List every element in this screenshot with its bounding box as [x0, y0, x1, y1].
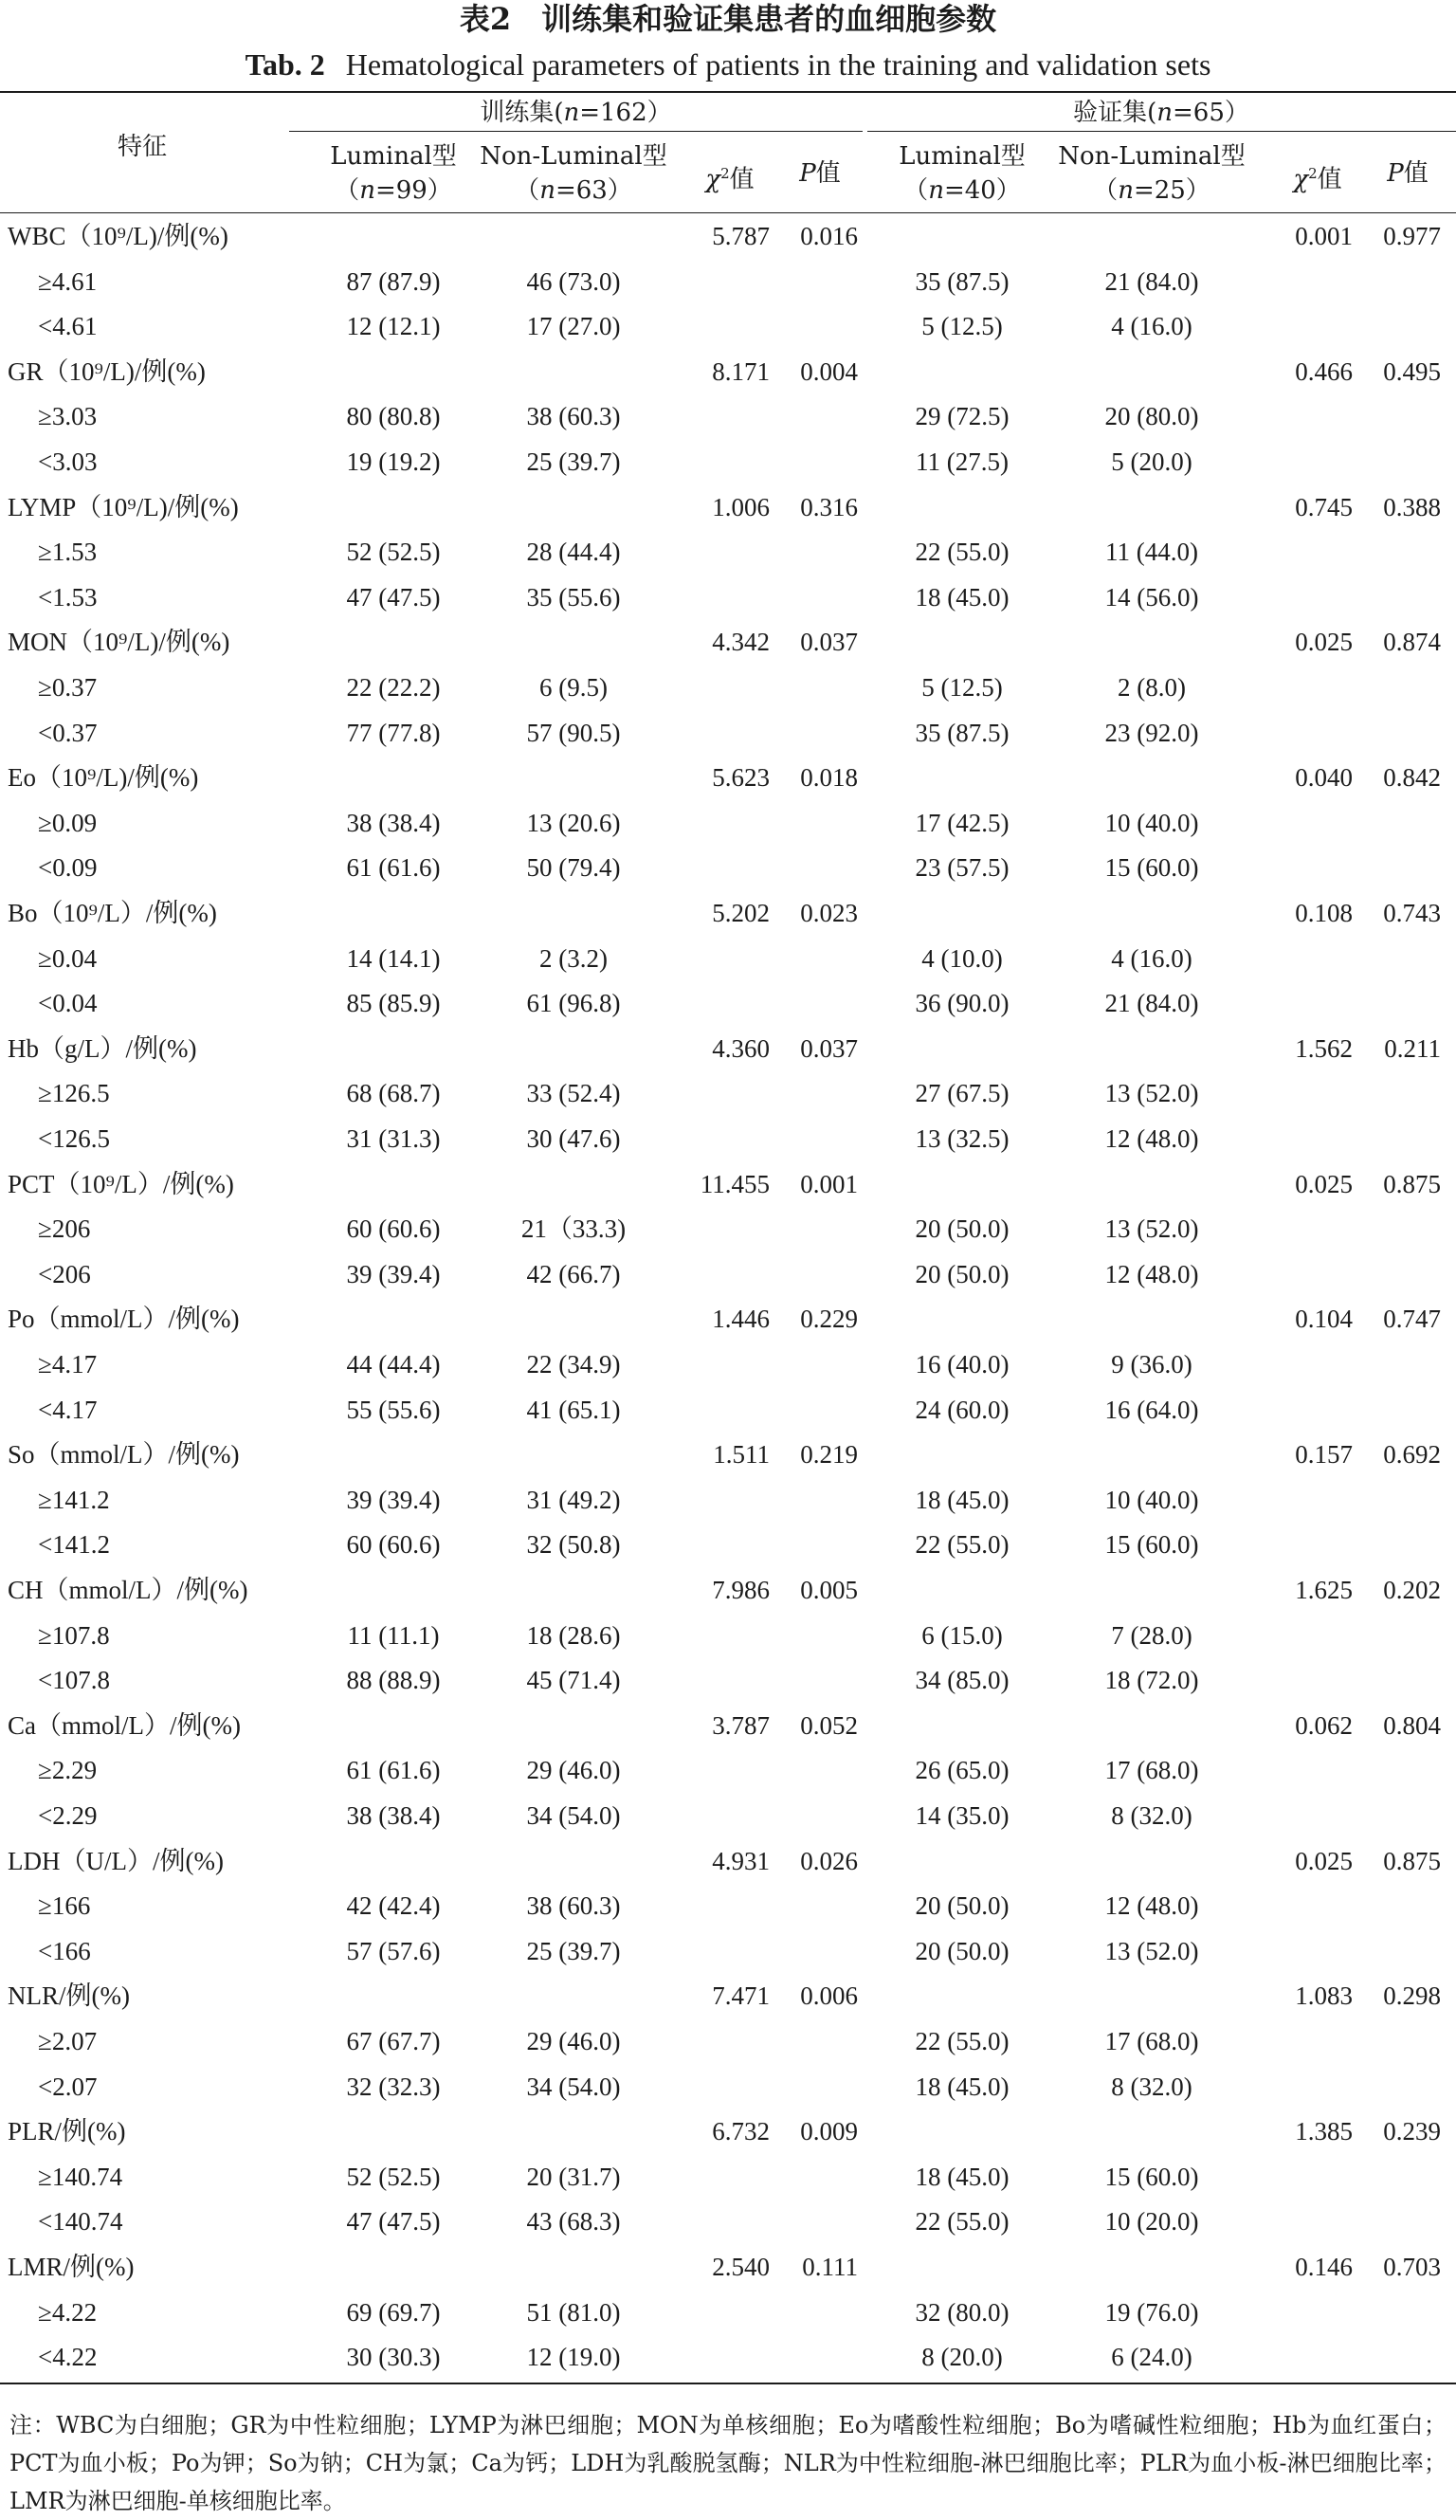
validation-p-value: 0.977	[1383, 222, 1441, 250]
training-nonluminal-count: 34 (54.0)	[526, 2073, 621, 2101]
validation-p-value: 0.388	[1383, 493, 1441, 521]
subgroup-label: ≥2.29	[38, 1756, 98, 1784]
subgroup-label: ≥4.17	[38, 1350, 98, 1379]
subgroup-label: <140.74	[38, 2207, 123, 2236]
validation-nonluminal-count: 6 (24.0)	[1111, 2343, 1192, 2371]
subgroup-label: <0.09	[38, 853, 98, 882]
training-p-value: 0.111	[802, 2253, 858, 2281]
header-tr-p: P值	[799, 159, 841, 188]
training-nonluminal-count: 2 (3.2)	[539, 944, 608, 973]
validation-nonluminal-count: 16 (64.0)	[1104, 1396, 1199, 1424]
training-chi-value: 5.787	[712, 222, 770, 250]
validation-luminal-count: 18 (45.0)	[915, 583, 1010, 612]
validation-nonluminal-count: 12 (48.0)	[1104, 1124, 1199, 1153]
validation-p-value: 0.239	[1383, 2117, 1441, 2146]
training-chi-value: 2.540	[712, 2253, 770, 2281]
table-footnote: 注：WBC为白细胞；GR为中性粒细胞；LYMP为淋巴细胞；MON为单核细胞；Eo为嗜酸性粒细胞；Bo为嗜碱性粒细胞；Hb为血红蛋白；PCT为血小板；Po为钾；So为钠；CH为氯；Ca为钙；LDH为乳酸脱氢酶；NLR为中性粒细胞-淋巴细胞比率；PLR为血小板-淋巴细胞比率；LMR为淋巴细胞-单核细胞比率。	[9, 2412, 1447, 2514]
validation-chi-value: 0.104	[1295, 1305, 1353, 1333]
subgroup-label: <141.2	[38, 1530, 110, 1559]
validation-luminal-count: 26 (65.0)	[915, 1756, 1010, 1784]
training-luminal-count: 39 (39.4)	[346, 1260, 441, 1288]
subgroup-label: ≥126.5	[38, 1079, 110, 1107]
validation-chi-value: 0.157	[1295, 1440, 1353, 1469]
training-p-value: 0.229	[800, 1305, 858, 1333]
validation-luminal-count: 20 (50.0)	[915, 1260, 1010, 1288]
validation-nonluminal-count: 21 (84.0)	[1104, 989, 1199, 1017]
validation-nonluminal-count: 14 (56.0)	[1104, 583, 1199, 612]
validation-nonluminal-count: 10 (40.0)	[1104, 809, 1199, 837]
training-p-value: 0.005	[800, 1576, 858, 1604]
training-p-value: 0.052	[800, 1711, 858, 1740]
group-label: Hb（g/L）/例(%)	[8, 1034, 197, 1063]
training-nonluminal-count: 35 (55.6)	[526, 583, 621, 612]
validation-nonluminal-count: 2 (8.0)	[1118, 673, 1186, 702]
validation-nonluminal-count: 10 (20.0)	[1104, 2207, 1199, 2236]
training-chi-value: 1.006	[712, 493, 770, 521]
subgroup-label: <126.5	[38, 1124, 110, 1153]
validation-luminal-count: 6 (15.0)	[921, 1621, 1003, 1650]
validation-luminal-count: 8 (20.0)	[921, 2343, 1003, 2371]
validation-luminal-count: 22 (55.0)	[915, 1530, 1010, 1559]
training-nonluminal-count: 25 (39.7)	[526, 447, 621, 476]
training-nonluminal-count: 41 (65.1)	[526, 1396, 621, 1424]
training-p-value: 0.037	[800, 1034, 858, 1063]
validation-luminal-count: 14 (35.0)	[915, 1801, 1010, 1830]
group-label: LDH（U/L）/例(%)	[8, 1847, 224, 1875]
group-label: LYMP（10⁹/L)/例(%)	[8, 493, 239, 521]
validation-luminal-count: 35 (87.5)	[915, 719, 1010, 747]
training-luminal-count: 88 (88.9)	[346, 1666, 441, 1694]
group-label: MON（10⁹/L)/例(%)	[8, 628, 230, 656]
group-label: So（mmol/L）/例(%)	[8, 1440, 240, 1469]
validation-luminal-count: 11 (27.5)	[916, 447, 1009, 476]
training-luminal-count: 61 (61.6)	[346, 1756, 441, 1784]
training-nonluminal-count: 29 (46.0)	[526, 2027, 621, 2055]
training-p-value: 0.037	[800, 628, 858, 656]
training-luminal-count: 31 (31.3)	[346, 1124, 441, 1153]
training-p-value: 0.219	[800, 1440, 858, 1469]
training-luminal-count: 68 (68.7)	[346, 1079, 441, 1107]
header-va-nonluminal-n: （n=25）	[1093, 176, 1210, 205]
validation-luminal-count: 20 (50.0)	[915, 1937, 1010, 1965]
validation-chi-value: 1.625	[1295, 1576, 1353, 1604]
validation-nonluminal-count: 10 (40.0)	[1104, 1486, 1199, 1514]
validation-luminal-count: 13 (32.5)	[915, 1124, 1010, 1153]
training-luminal-count: 11 (11.1)	[347, 1621, 440, 1650]
subgroup-label: ≥141.2	[38, 1486, 110, 1514]
validation-p-value: 0.875	[1383, 1170, 1441, 1198]
validation-chi-value: 1.385	[1295, 2117, 1353, 2146]
subgroup-label: <1.53	[38, 583, 98, 612]
validation-nonluminal-count: 13 (52.0)	[1104, 1214, 1199, 1243]
subgroup-label: ≥0.37	[38, 673, 98, 702]
subgroup-label: <107.8	[38, 1666, 110, 1694]
group-label: LMR/例(%)	[8, 2253, 135, 2281]
training-luminal-count: 52 (52.5)	[346, 538, 441, 566]
training-chi-value: 8.171	[712, 357, 770, 386]
training-nonluminal-count: 21（33.3)	[520, 1214, 627, 1243]
training-p-value: 0.026	[800, 1847, 858, 1875]
header-bottom-rule	[0, 212, 1456, 213]
subgroup-label: <4.22	[38, 2343, 98, 2371]
training-luminal-count: 60 (60.6)	[346, 1530, 441, 1559]
training-nonluminal-count: 25 (39.7)	[526, 1937, 621, 1965]
training-nonluminal-count: 20 (31.7)	[526, 2163, 621, 2191]
training-luminal-count: 42 (42.4)	[346, 1891, 441, 1920]
validation-luminal-count: 18 (45.0)	[915, 1486, 1010, 1514]
training-luminal-count: 44 (44.4)	[346, 1350, 441, 1379]
table-title-cn: 表2 训练集和验证集患者的血细胞参数	[459, 1, 997, 37]
subgroup-label: <0.37	[38, 719, 98, 747]
training-luminal-count: 55 (55.6)	[346, 1396, 441, 1424]
training-luminal-count: 87 (87.9)	[346, 267, 441, 296]
training-chi-value: 5.202	[712, 899, 770, 927]
training-chi-value: 4.931	[712, 1847, 770, 1875]
training-nonluminal-count: 50 (79.4)	[526, 853, 621, 882]
training-luminal-count: 19 (19.2)	[346, 447, 441, 476]
validation-nonluminal-count: 15 (60.0)	[1104, 2163, 1199, 2191]
group-label: PCT（10⁹/L）/例(%)	[8, 1170, 234, 1198]
validation-p-value: 0.202	[1383, 1576, 1441, 1604]
header-va-luminal-n: （n=40）	[903, 176, 1021, 205]
training-luminal-count: 32 (32.3)	[346, 2073, 441, 2101]
validation-luminal-count: 29 (72.5)	[915, 402, 1010, 430]
training-luminal-count: 47 (47.5)	[346, 2207, 441, 2236]
validation-luminal-count: 35 (87.5)	[915, 267, 1010, 296]
training-nonluminal-count: 6 (9.5)	[539, 673, 608, 702]
training-luminal-count: 30 (30.3)	[346, 2343, 441, 2371]
training-nonluminal-count: 38 (60.3)	[526, 402, 621, 430]
group-label: PLR/例(%)	[8, 2117, 126, 2146]
training-luminal-count: 67 (67.7)	[346, 2027, 441, 2055]
training-chi-value: 7.471	[712, 1981, 770, 2010]
validation-p-value: 0.211	[1384, 1034, 1441, 1063]
validation-luminal-count: 20 (50.0)	[915, 1891, 1010, 1920]
validation-p-value: 0.874	[1383, 628, 1441, 656]
training-p-value: 0.006	[800, 1981, 858, 2010]
training-luminal-count: 38 (38.4)	[346, 809, 441, 837]
validation-p-value: 0.703	[1383, 2253, 1441, 2281]
validation-nonluminal-count: 8 (32.0)	[1111, 1801, 1192, 1830]
table-label-en: Tab. 2	[245, 47, 325, 82]
bottom-rule	[0, 2383, 1456, 2384]
validation-nonluminal-count: 18 (72.0)	[1104, 1666, 1199, 1694]
validation-nonluminal-count: 13 (52.0)	[1104, 1079, 1199, 1107]
validation-chi-value: 0.025	[1295, 628, 1353, 656]
validation-chi-value: 0.040	[1295, 763, 1353, 792]
training-nonluminal-count: 28 (44.4)	[526, 538, 621, 566]
group-label: Ca（mmol/L）/例(%)	[8, 1711, 241, 1740]
validation-luminal-count: 32 (80.0)	[915, 2298, 1010, 2327]
subgroup-label: <2.07	[38, 2073, 98, 2101]
validation-luminal-count: 16 (40.0)	[915, 1350, 1010, 1379]
training-nonluminal-count: 43 (68.3)	[526, 2207, 621, 2236]
training-nonluminal-count: 13 (20.6)	[526, 809, 621, 837]
training-luminal-count: 61 (61.6)	[346, 853, 441, 882]
validation-luminal-count: 18 (45.0)	[915, 2163, 1010, 2191]
validation-chi-value: 0.745	[1295, 493, 1353, 521]
subgroup-label: ≥4.61	[38, 267, 98, 296]
validation-luminal-count: 22 (55.0)	[915, 2027, 1010, 2055]
subgroup-label: ≥1.53	[38, 538, 98, 566]
training-chi-value: 11.455	[700, 1170, 770, 1198]
training-nonluminal-count: 42 (66.7)	[526, 1260, 621, 1288]
validation-nonluminal-count: 7 (28.0)	[1111, 1621, 1192, 1650]
training-luminal-count: 22 (22.2)	[346, 673, 441, 702]
training-luminal-count: 38 (38.4)	[346, 1801, 441, 1830]
validation-p-value: 0.495	[1383, 357, 1441, 386]
validation-chi-value: 0.146	[1295, 2253, 1353, 2281]
validation-chi-value: 1.083	[1295, 1981, 1353, 2010]
training-chi-value: 4.342	[712, 628, 770, 656]
training-luminal-count: 80 (80.8)	[346, 402, 441, 430]
training-chi-value: 3.787	[712, 1711, 770, 1740]
validation-luminal-count: 23 (57.5)	[915, 853, 1010, 882]
subgroup-label: ≥3.03	[38, 402, 98, 430]
training-span-rule	[289, 131, 863, 132]
group-label: GR（10⁹/L)/例(%)	[8, 357, 206, 386]
training-luminal-count: 39 (39.4)	[346, 1486, 441, 1514]
training-p-value: 0.016	[800, 222, 858, 250]
training-p-value: 0.009	[800, 2117, 858, 2146]
validation-nonluminal-count: 12 (48.0)	[1104, 1260, 1199, 1288]
validation-luminal-count: 27 (67.5)	[915, 1079, 1010, 1107]
group-label: WBC（10⁹/L)/例(%)	[8, 222, 228, 250]
validation-span-rule	[867, 131, 1456, 132]
subgroup-label: <166	[38, 1937, 91, 1965]
subgroup-label: ≥107.8	[38, 1621, 110, 1650]
validation-nonluminal-count: 9 (36.0)	[1111, 1350, 1192, 1379]
subgroup-label: <4.61	[38, 312, 98, 340]
subgroup-label: ≥140.74	[38, 2163, 123, 2191]
validation-chi-value: 0.025	[1295, 1847, 1353, 1875]
validation-chi-value: 1.562	[1295, 1034, 1353, 1063]
training-luminal-count: 77 (77.8)	[346, 719, 441, 747]
subgroup-label: ≥206	[38, 1214, 91, 1243]
validation-nonluminal-count: 21 (84.0)	[1104, 267, 1199, 296]
training-nonluminal-count: 12 (19.0)	[526, 2343, 621, 2371]
header-va-nonluminal: Non-Luminal型	[1058, 142, 1246, 171]
training-nonluminal-count: 57 (90.5)	[526, 719, 621, 747]
validation-nonluminal-count: 20 (80.0)	[1104, 402, 1199, 430]
validation-p-value: 0.747	[1383, 1305, 1441, 1333]
header-tr-nonluminal-n: （n=63）	[515, 176, 632, 205]
header-training-set: 训练集(n=162）	[480, 99, 672, 127]
validation-p-value: 0.692	[1383, 1440, 1441, 1469]
training-p-value: 0.001	[800, 1170, 858, 1198]
table-caption-en: Hematological parameters of patients in the training and validation sets	[345, 47, 1211, 82]
subgroup-label: ≥166	[38, 1891, 91, 1920]
validation-chi-value: 0.025	[1295, 1170, 1353, 1198]
header-tr-luminal: Luminal型	[330, 142, 457, 171]
validation-p-value: 0.298	[1383, 1981, 1441, 2010]
training-nonluminal-count: 18 (28.6)	[526, 1621, 621, 1650]
validation-p-value: 0.743	[1383, 899, 1441, 927]
training-p-value: 0.004	[800, 357, 858, 386]
validation-luminal-count: 22 (55.0)	[915, 2207, 1010, 2236]
validation-nonluminal-count: 4 (16.0)	[1111, 312, 1192, 340]
subgroup-label: <2.29	[38, 1801, 98, 1830]
training-nonluminal-count: 31 (49.2)	[526, 1486, 621, 1514]
validation-nonluminal-count: 23 (92.0)	[1104, 719, 1199, 747]
training-chi-value: 6.732	[712, 2117, 770, 2146]
header-validation-set: 验证集(n=65）	[1073, 99, 1249, 127]
validation-luminal-count: 18 (45.0)	[915, 2073, 1010, 2101]
validation-chi-value: 0.466	[1295, 357, 1353, 386]
group-label: NLR/例(%)	[8, 1981, 130, 2010]
validation-luminal-count: 5 (12.5)	[921, 312, 1003, 340]
validation-nonluminal-count: 19 (76.0)	[1104, 2298, 1199, 2327]
training-nonluminal-count: 22 (34.9)	[526, 1350, 621, 1379]
validation-luminal-count: 17 (42.5)	[915, 809, 1010, 837]
training-chi-value: 5.623	[712, 763, 770, 792]
subgroup-label: ≥0.04	[38, 944, 98, 973]
subgroup-label: ≥4.22	[38, 2298, 98, 2327]
header-feature: 特征	[117, 133, 167, 161]
training-luminal-count: 52 (52.5)	[346, 2163, 441, 2191]
validation-luminal-count: 24 (60.0)	[915, 1396, 1010, 1424]
validation-luminal-count: 36 (90.0)	[915, 989, 1010, 1017]
training-chi-value: 1.446	[712, 1305, 770, 1333]
validation-nonluminal-count: 13 (52.0)	[1104, 1937, 1199, 1965]
header-va-chi: $\chi^2$值	[1293, 165, 1342, 194]
validation-luminal-count: 20 (50.0)	[915, 1214, 1010, 1243]
training-nonluminal-count: 51 (81.0)	[526, 2298, 621, 2327]
validation-nonluminal-count: 5 (20.0)	[1111, 447, 1192, 476]
training-nonluminal-count: 61 (96.8)	[526, 989, 621, 1017]
group-label: CH（mmol/L）/例(%)	[8, 1576, 248, 1604]
group-label: Bo（10⁹/L）/例(%)	[8, 899, 217, 927]
validation-nonluminal-count: 8 (32.0)	[1111, 2073, 1192, 2101]
validation-luminal-count: 34 (85.0)	[915, 1666, 1010, 1694]
validation-nonluminal-count: 4 (16.0)	[1111, 944, 1192, 973]
validation-nonluminal-count: 15 (60.0)	[1104, 853, 1199, 882]
training-p-value: 0.023	[800, 899, 858, 927]
group-label: Po（mmol/L）/例(%)	[8, 1305, 240, 1333]
validation-nonluminal-count: 17 (68.0)	[1104, 2027, 1199, 2055]
training-luminal-count: 47 (47.5)	[346, 583, 441, 612]
validation-chi-value: 0.001	[1295, 222, 1353, 250]
validation-p-value: 0.875	[1383, 1847, 1441, 1875]
validation-chi-value: 0.062	[1295, 1711, 1353, 1740]
header-tr-nonluminal: Non-Luminal型	[480, 142, 667, 171]
validation-luminal-count: 5 (12.5)	[921, 673, 1003, 702]
subgroup-label: ≥0.09	[38, 809, 98, 837]
validation-luminal-count: 22 (55.0)	[915, 538, 1010, 566]
training-nonluminal-count: 46 (73.0)	[526, 267, 621, 296]
training-nonluminal-count: 29 (46.0)	[526, 1756, 621, 1784]
header-tr-luminal-n: （n=99）	[335, 176, 452, 205]
subgroup-label: <3.03	[38, 447, 98, 476]
training-chi-value: 1.511	[713, 1440, 770, 1469]
training-nonluminal-count: 17 (27.0)	[526, 312, 621, 340]
training-nonluminal-count: 45 (71.4)	[526, 1666, 621, 1694]
validation-p-value: 0.842	[1383, 763, 1441, 792]
subgroup-label: <0.04	[38, 989, 98, 1017]
training-luminal-count: 85 (85.9)	[346, 989, 441, 1017]
training-luminal-count: 69 (69.7)	[346, 2298, 441, 2327]
validation-p-value: 0.804	[1383, 1711, 1441, 1740]
validation-nonluminal-count: 11 (44.0)	[1105, 538, 1198, 566]
training-chi-value: 4.360	[712, 1034, 770, 1063]
training-p-value: 0.018	[800, 763, 858, 792]
training-luminal-count: 60 (60.6)	[346, 1214, 441, 1243]
validation-chi-value: 0.108	[1295, 899, 1353, 927]
training-nonluminal-count: 33 (52.4)	[526, 1079, 621, 1107]
subgroup-label: ≥2.07	[38, 2027, 98, 2055]
training-nonluminal-count: 32 (50.8)	[526, 1530, 621, 1559]
validation-luminal-count: 4 (10.0)	[921, 944, 1003, 973]
training-nonluminal-count: 38 (60.3)	[526, 1891, 621, 1920]
subgroup-label: <206	[38, 1260, 91, 1288]
header-tr-chi: $\chi^2$值	[705, 165, 755, 194]
validation-nonluminal-count: 15 (60.0)	[1104, 1530, 1199, 1559]
training-p-value: 0.316	[800, 493, 858, 521]
table-title-en	[0, 46, 1456, 83]
training-luminal-count: 14 (14.1)	[346, 944, 441, 973]
training-nonluminal-count: 30 (47.6)	[526, 1124, 621, 1153]
subgroup-label: <4.17	[38, 1396, 98, 1424]
validation-nonluminal-count: 12 (48.0)	[1104, 1891, 1199, 1920]
header-va-luminal: Luminal型	[899, 142, 1026, 171]
training-luminal-count: 12 (12.1)	[346, 312, 441, 340]
header-va-p: P值	[1387, 159, 1429, 188]
training-chi-value: 7.986	[712, 1576, 770, 1604]
group-label: Eo（10⁹/L)/例(%)	[8, 763, 199, 792]
training-luminal-count: 57 (57.6)	[346, 1937, 441, 1965]
top-rule	[0, 91, 1456, 93]
validation-nonluminal-count: 17 (68.0)	[1104, 1756, 1199, 1784]
training-nonluminal-count: 34 (54.0)	[526, 1801, 621, 1830]
